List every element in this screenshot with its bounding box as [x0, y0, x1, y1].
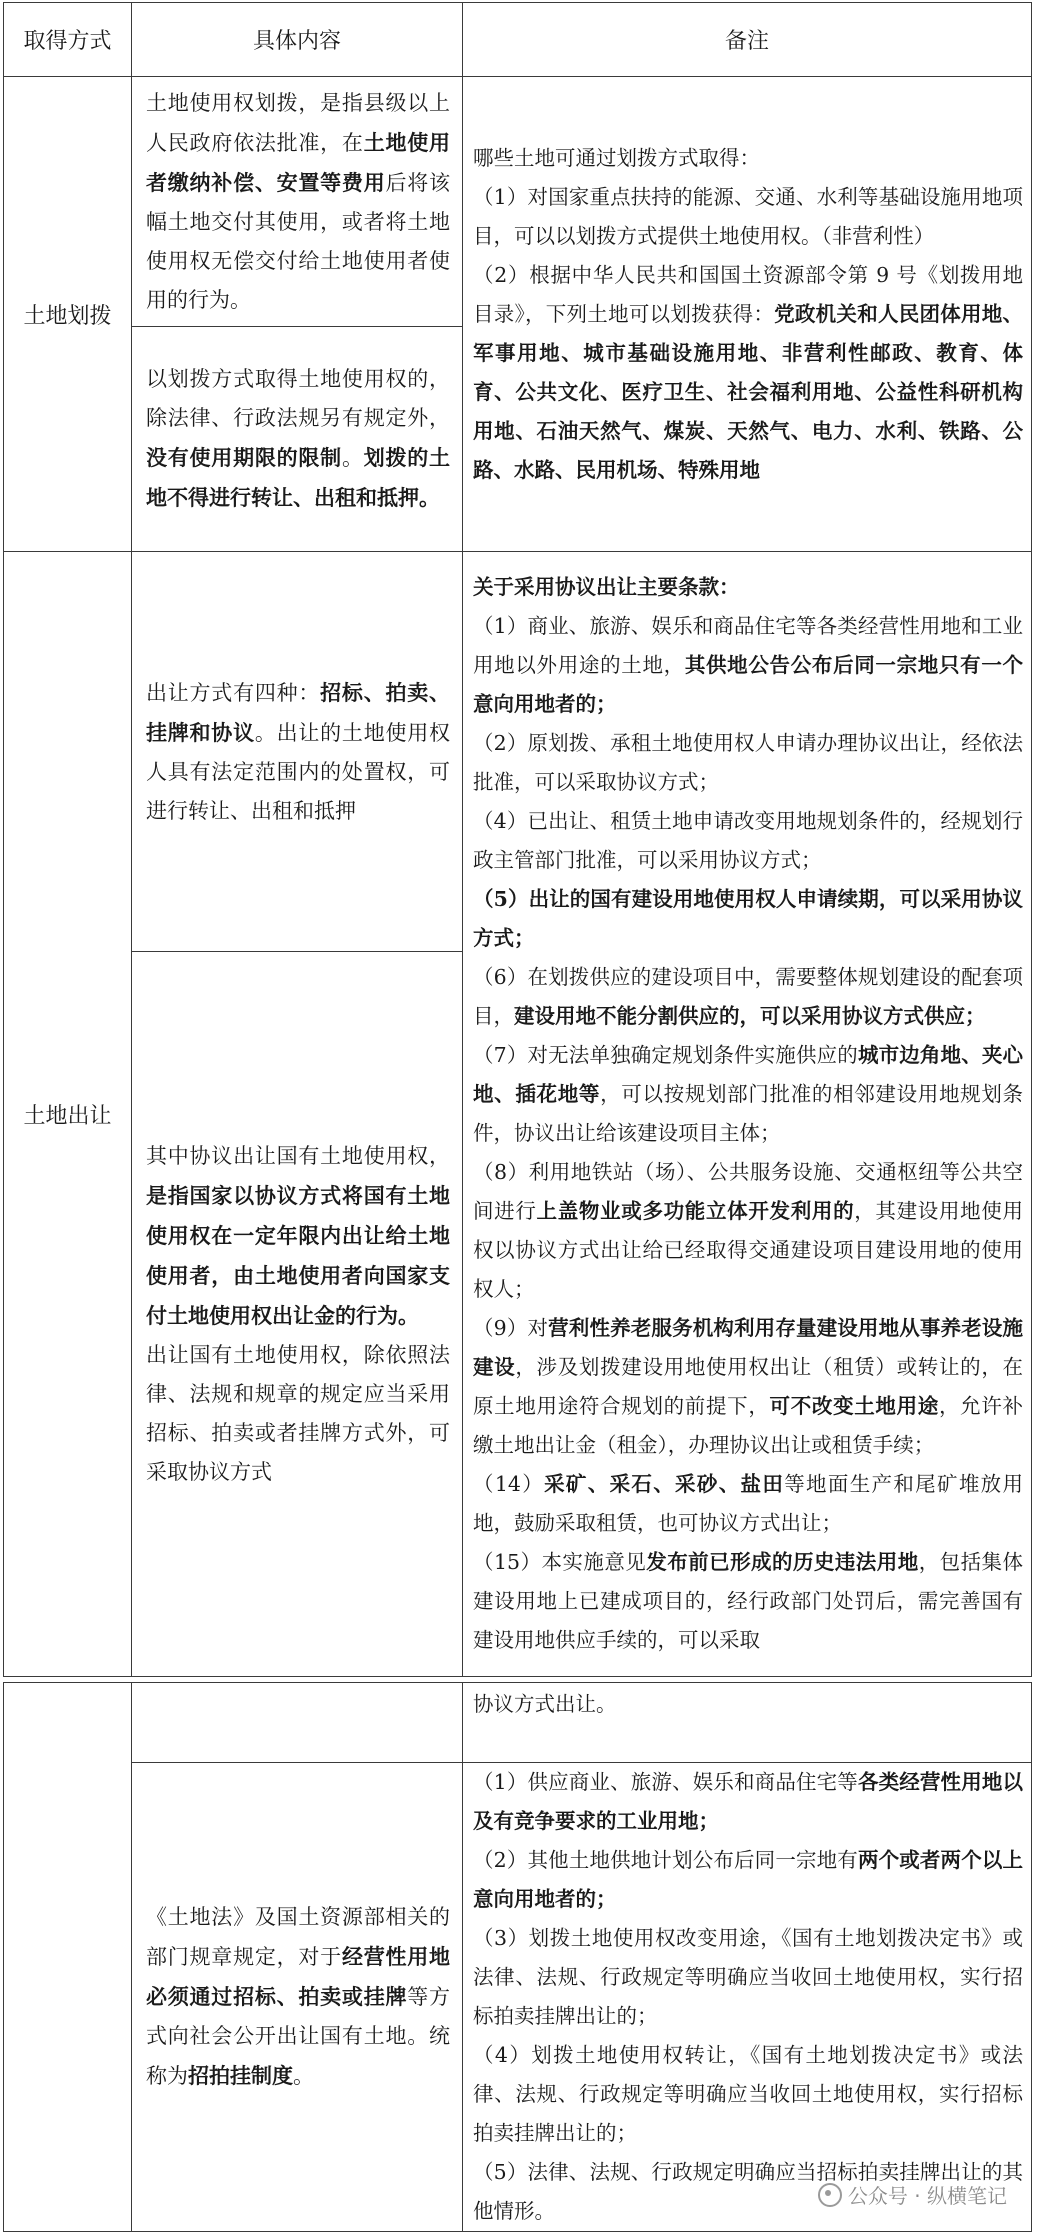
table-row	[4, 1683, 1032, 1763]
note-cell	[463, 552, 1032, 1677]
watermark	[818, 2180, 1007, 2209]
watermark-text: 公众号 · 纵横笔记	[847, 2184, 1007, 2208]
huabo-rules: 以划拨方式取得土地使用权的，除法律、行政法规另有规定外，没有使用期限的限制。划拨的土地不得进行转让、出租和抵押。	[146, 367, 451, 510]
churang-agreement: 其中协议出让国有土地使用权，是指国家以协议方式将国有土地使用权在一定年限内出让给土地使用者，由土地使用者向国家支付土地使用权出让金的行为。 出让国有土地使用权，除依照法律、法规和规章的规定应当采用招标、拍卖或者挂牌方式外，可采取协议方式	[146, 1143, 450, 1484]
method-cell-continued	[4, 1683, 132, 2232]
huabo-definition: 土地使用权划拨，是指县级以上人民政府依法批准，在土地使用者缴纳补偿、安置等费用后将该幅土地交付其使用，或者将土地使用权无偿交付给土地使用者使用的行为。	[146, 90, 451, 312]
table-row	[4, 1763, 1032, 2232]
note-cell	[463, 1763, 1032, 2232]
table-row	[4, 552, 1032, 952]
header-method: 取得方式	[4, 3, 132, 77]
churang-note-continued: 协议方式出让。	[473, 1692, 617, 1716]
header-content: 具体内容	[132, 3, 463, 77]
content-cell	[132, 1763, 463, 2232]
content-cell	[132, 77, 463, 327]
content-cell	[132, 327, 463, 552]
note-cell	[463, 77, 1032, 552]
content-cell	[132, 952, 463, 1677]
zhaopaigua-note: （1）供应商业、旅游、娱乐和商品住宅等各类经营性用地以及有竞争要求的工业用地； （2）其他土地供地计划公布后同一宗地有两个或者两个以上意向用地者的； （3）划拨土地使用权改变用途，《国有土地划拨决定书》或法律、法规、行政规定等明确应当收回土地使用权，实行招标拍卖挂牌出让的； （4）划拨土地使用权转让，《国有土地划拨决定书》或法律、法规、行政规定等明确应当收回土地使用权，实行招标拍卖挂牌出让的； （5）法律、法规、行政规定明确应当招标拍卖挂牌出让的其他情形。	[473, 1770, 1024, 2223]
land-acquisition-table-part1	[3, 2, 1032, 1677]
table-row	[4, 77, 1032, 327]
churang-types: 出让方式有四种：招标、拍卖、挂牌和协议。出让的土地使用权人具有法定范围内的处置权，可进行转让、出租和抵押	[146, 679, 451, 823]
content-cell	[132, 1683, 463, 1763]
huabo-note: 哪些土地可通过划拨方式取得： （1）对国家重点扶持的能源、交通、水利等基础设施用地项目，可以以划拨方式提供土地使用权。（非营利性） （2）根据中华人民共和国国土资源部令第 9 号《划拨用地目录》，下列土地可以划拨获得：党政机关和人民团体用地、军事用地、城市基础设施用地、非营利性邮政、教育、体育、公共文化、医疗卫生、社会福利用地、公益性科研机构用地、石油天然气、煤炭、天然气、电力、水利、铁路、公路、水路、民用机场、特殊用地	[473, 145, 1024, 482]
land-acquisition-table-part2	[3, 1682, 1032, 2232]
header-note: 备注	[463, 3, 1032, 77]
method-cell-huabo: 土地划拨	[4, 77, 132, 552]
zhaopaigua-definition: 《土地法》及国土资源部相关的部门规章规定，对于经营性用地必须通过招标、拍卖或挂牌等方式向社会公开出让国有土地。统称为招拍挂制度。	[146, 1905, 451, 2088]
header-row	[4, 3, 1032, 77]
wechat-account-icon	[818, 2183, 842, 2207]
note-cell	[463, 1683, 1032, 1763]
method-cell-churang: 土地出让	[4, 552, 132, 1677]
content-cell	[132, 552, 463, 952]
churang-note: 关于采用协议出让主要条款： （1）商业、旅游、娱乐和商品住宅等各类经营性用地和工业用地以外用途的土地，其供地公告公布后同一宗地只有一个意向用地者的； （2）原划拨、承租土地使用权人申请办理协议出让，经依法批准，可以采取协议方式； （4）已出让、租赁土地申请改变用地规划条件的，经规划行政主管部门批准，可以采用协议方式； （5）出让的国有建设用地使用权人申请续期，可以采用协议方式； （6）在划拨供应的建设项目中，需要整体规划建设的配套项目，建设用地不能分割供应的，可以采用协议方式供应； （7）对无法单独确定规划条件实施供应的城市边角地、夹心地、插花地等，可以按规划部门批准的相邻建设用地规划条件，协议出让给该建设项目主体； （8）利用地铁站（场）、公共服务设施、交通枢纽等公共空间进行上盖物业或多功能立体开发利用的，其建设用地使用权以协议方式出让给已经取得交通建设项目建设用地的使用权人； （9）对营利性养老服务机构利用存量建设用地从事养老设施建设，涉及划拨建设用地使用权出让（租赁）或转让的，在原土地用途符合规划的前提下，可不改变土地用途，允许补缴土地出让金（租金），办理协议出让或租赁手续； （14）采矿、采石、采砂、盐田等地面生产和尾矿堆放用地，鼓励采取租赁，也可协议方式出让； （15）本实施意见发布前已形成的历史违法用地，包括集体建设用地上已建成项目的，经行政部门处罚后，需完善国有建设用地供应手续的，可以采取	[473, 575, 1024, 1652]
